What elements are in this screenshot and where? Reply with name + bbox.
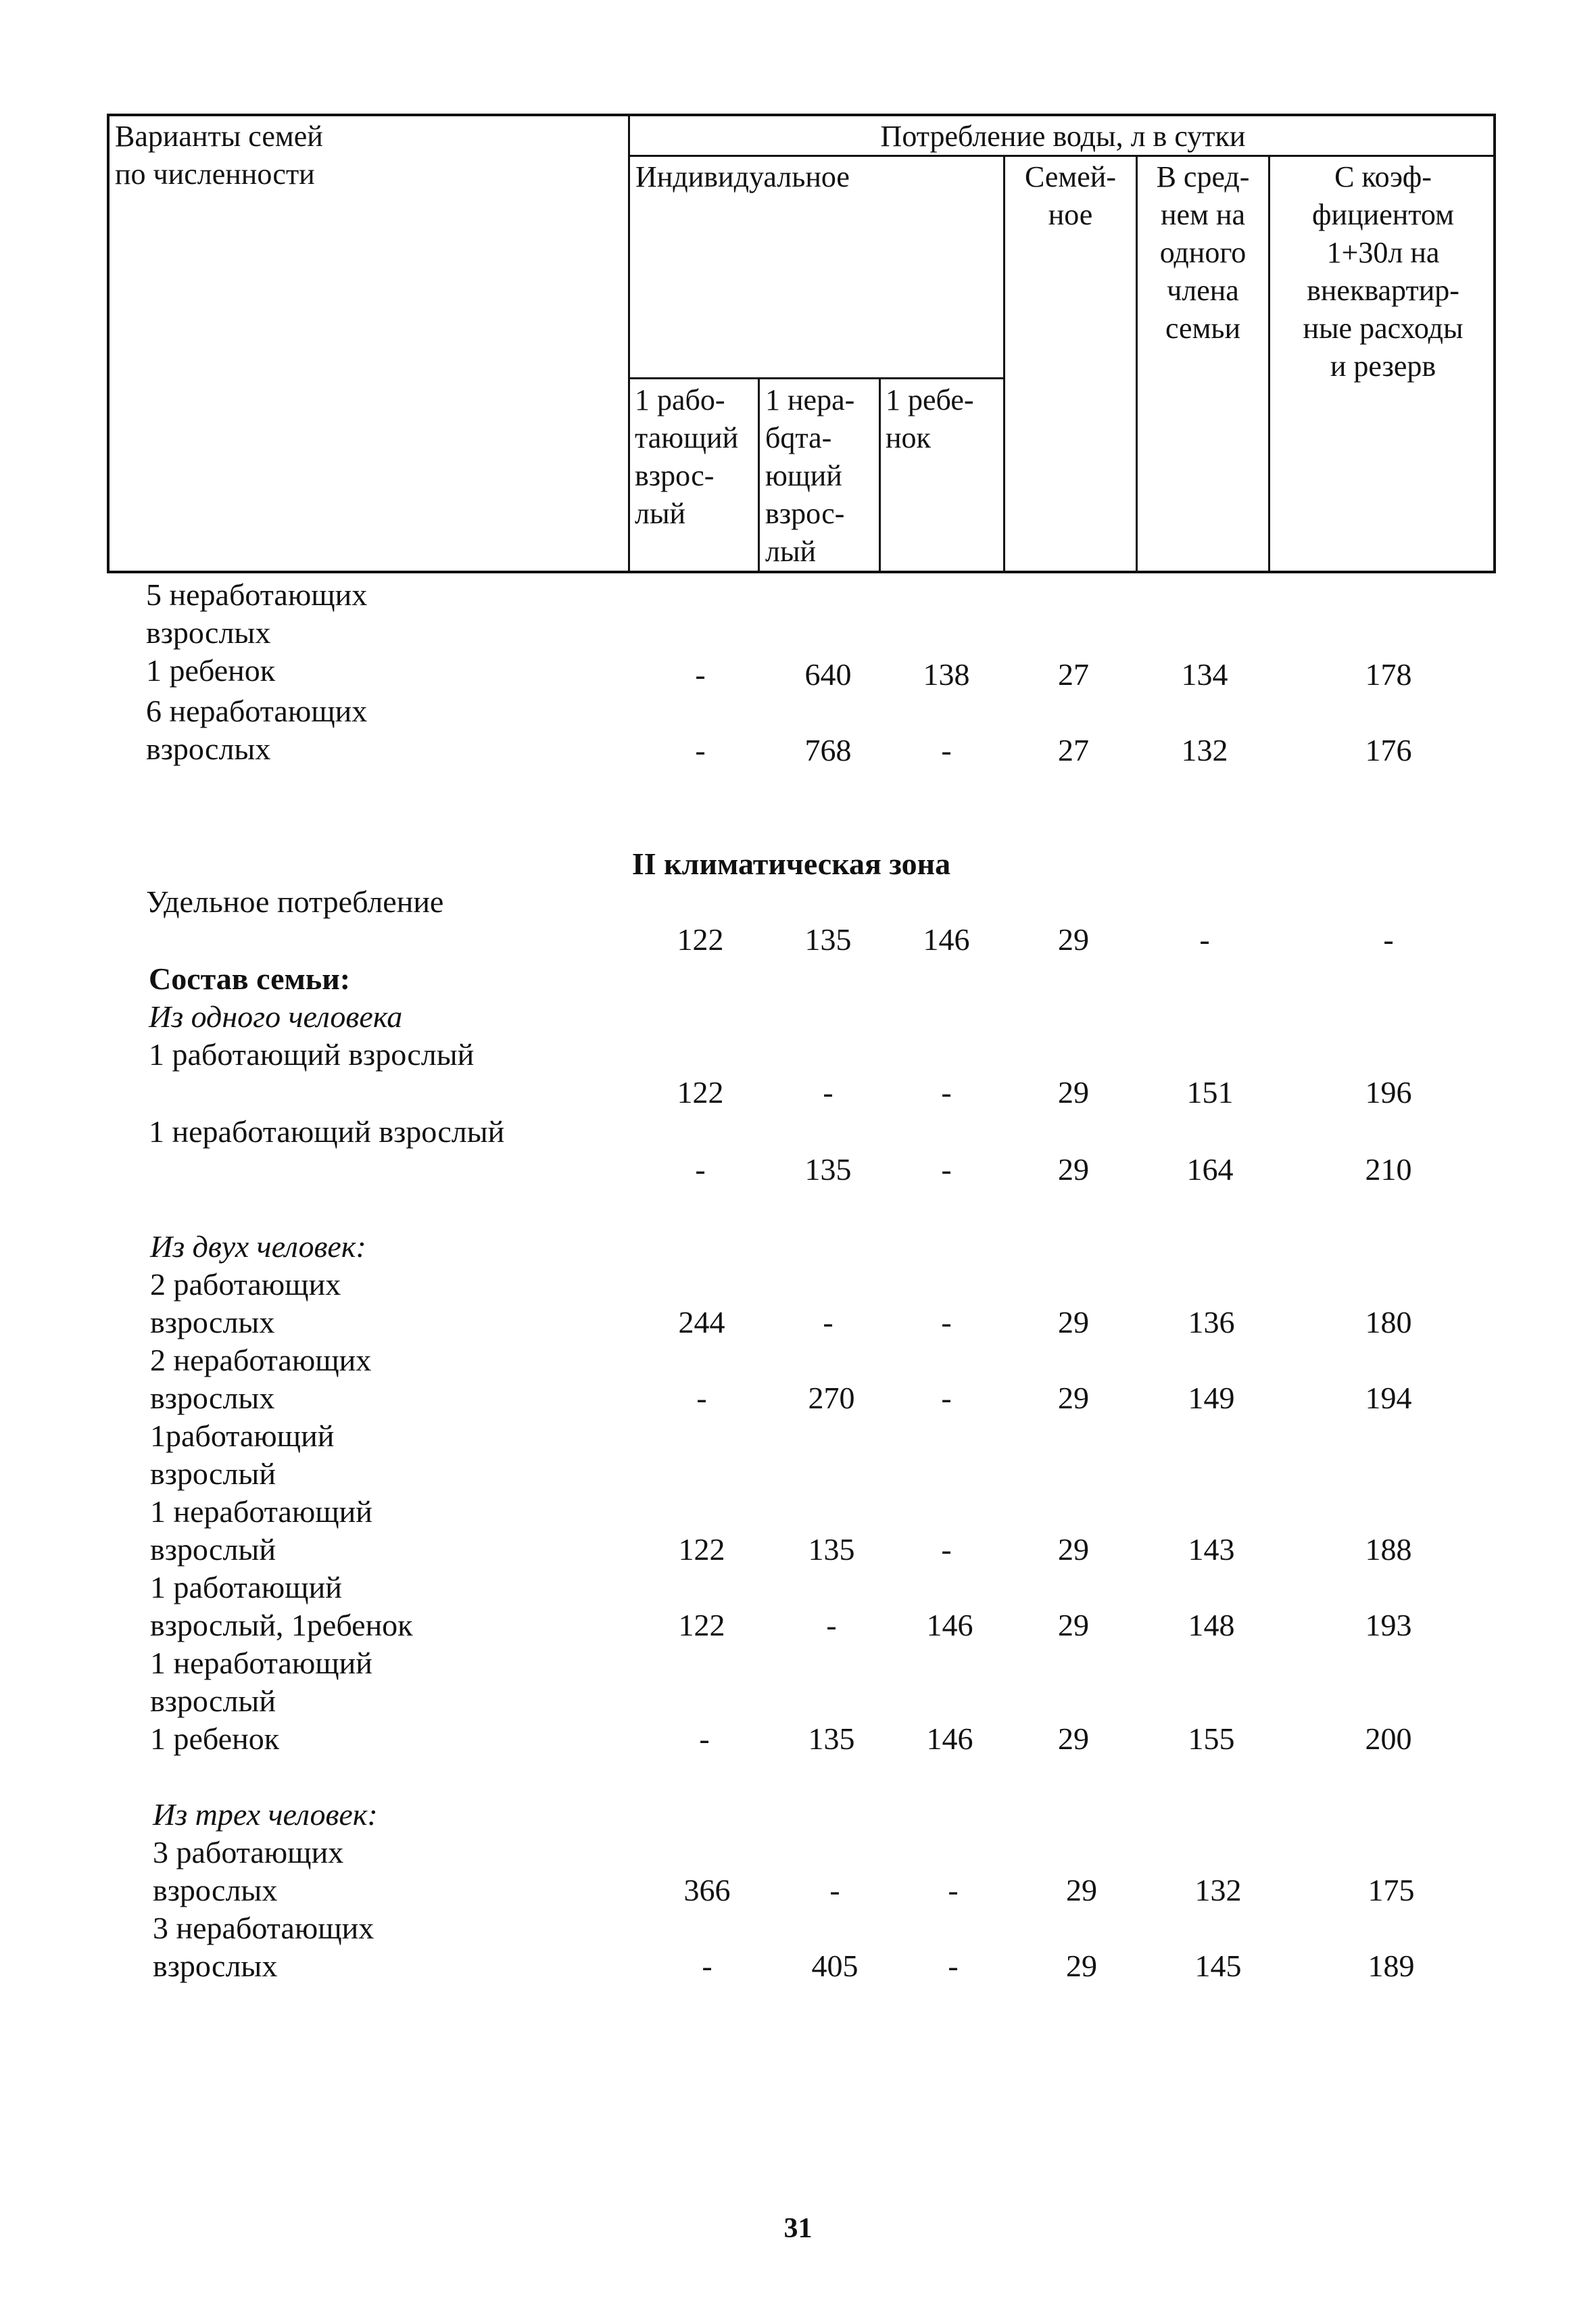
cell-average: 145 — [1194, 1949, 1242, 1983]
cell-average: 155 — [1188, 1721, 1235, 1756]
cell-working: - — [695, 733, 706, 767]
cell-coefficient: 180 — [1365, 1305, 1412, 1339]
cell-coefficient: 193 — [1365, 1608, 1412, 1642]
cell-child: 146 — [926, 1608, 973, 1642]
cell-average: 149 — [1188, 1381, 1235, 1415]
row-label: 1 неработающий взрослый — [149, 1114, 505, 1149]
cell-family: 29 — [1058, 1075, 1089, 1110]
header-coefficient: С коэф- фициентом 1+30л на внеквартир- ные расходы и резерв — [1303, 160, 1464, 383]
header-nonworking-adult: 1 нера- бqта- ющий взрос- лый — [765, 383, 855, 568]
cell-average: 136 — [1188, 1305, 1235, 1339]
cell-coefficient: 178 — [1365, 657, 1412, 692]
group-title: Из одного человека — [149, 999, 403, 1034]
cell-child: - — [941, 1381, 952, 1415]
row-label: 2 неработающих взрослых — [150, 1343, 372, 1415]
cell-child: 146 — [923, 922, 970, 957]
row-label: 6 неработающих взрослых — [146, 694, 368, 766]
cell-nonworking: 135 — [808, 1721, 855, 1756]
cell-average: 148 — [1188, 1608, 1235, 1642]
row-label: 1работающий взрослый 1 неработающий взрослый — [150, 1419, 372, 1567]
cell-coefficient: 200 — [1365, 1721, 1412, 1756]
cell-average: 132 — [1181, 733, 1228, 767]
cell-family: 27 — [1058, 733, 1089, 767]
cell-nonworking: 405 — [811, 1949, 859, 1983]
cell-nonworking: 768 — [804, 733, 852, 767]
cell-working: 122 — [677, 922, 724, 957]
cell-child: 138 — [923, 657, 970, 692]
row-label: 2 работающих взрослых — [150, 1267, 341, 1339]
table-header — [107, 114, 1496, 573]
cell-nonworking: 270 — [808, 1381, 855, 1415]
row-label: 5 неработающих взрослых 1 ребенок — [146, 577, 368, 688]
cell-coefficient: 210 — [1365, 1152, 1412, 1187]
row-label: 3 работающих взрослых — [153, 1835, 344, 1907]
header-variants: Варианты семей по численности — [115, 120, 323, 191]
cell-average: 134 — [1181, 657, 1228, 692]
cell-nonworking: - — [823, 1075, 833, 1110]
header-average: В сред- нем на одного члена семьи — [1156, 160, 1250, 345]
header-working-adult: 1 рабо- тающий взрос- лый — [635, 383, 739, 530]
cell-coefficient: 194 — [1365, 1381, 1412, 1415]
page-number: 31 — [783, 2213, 813, 2244]
cell-family: 27 — [1058, 657, 1089, 692]
cell-family: 29 — [1066, 1873, 1097, 1907]
cell-family: 29 — [1058, 1532, 1089, 1567]
cell-nonworking: 135 — [808, 1532, 855, 1567]
cell-nonworking: 135 — [804, 922, 852, 957]
header-family: Семей- ное — [1025, 160, 1116, 231]
row-label: 3 неработающих взрослых — [153, 1911, 374, 1983]
cell-working: 122 — [678, 1532, 725, 1567]
cell-working: 122 — [678, 1608, 725, 1642]
cell-average: 132 — [1194, 1873, 1242, 1907]
zone-title: II климатическая зона — [631, 847, 951, 881]
header-water: Потребление воды, л в сутки — [880, 120, 1246, 153]
header-child: 1 ребе- нок — [886, 383, 974, 454]
cell-coefficient: 175 — [1368, 1873, 1415, 1907]
row-label: 1 работающий взрослый — [149, 1037, 475, 1072]
cell-family: 29 — [1058, 922, 1089, 957]
cell-working: - — [695, 657, 706, 692]
specific-consumption-label: Удельное потребление — [146, 884, 444, 919]
cell-coefficient: 196 — [1365, 1075, 1412, 1110]
cell-family: 29 — [1058, 1305, 1089, 1339]
cell-coefficient: 189 — [1368, 1949, 1415, 1983]
cell-nonworking: - — [823, 1305, 833, 1339]
cell-working: 366 — [683, 1873, 731, 1907]
cell-child: - — [941, 1075, 952, 1110]
cell-coefficient: 176 — [1365, 733, 1412, 767]
cell-child: - — [948, 1873, 959, 1907]
cell-average: 164 — [1186, 1152, 1234, 1187]
cell-family: 29 — [1058, 1152, 1089, 1187]
cell-coefficient: - — [1383, 922, 1394, 957]
cell-working: - — [699, 1721, 710, 1756]
cell-child: - — [941, 1532, 952, 1567]
row-label: 1 неработающий взрослый 1 ребенок — [150, 1646, 372, 1756]
cell-average: - — [1199, 922, 1210, 957]
cell-working: 122 — [677, 1075, 724, 1110]
family-heading: Состав семьи: — [149, 961, 351, 996]
cell-working: 244 — [678, 1305, 725, 1339]
cell-family: 29 — [1058, 1608, 1089, 1642]
cell-working: - — [702, 1949, 712, 1983]
cell-child: - — [941, 733, 952, 767]
group-title: Из трех человек: — [153, 1797, 378, 1832]
cell-nonworking: - — [826, 1608, 837, 1642]
cell-average: 151 — [1186, 1075, 1234, 1110]
cell-family: 29 — [1058, 1381, 1089, 1415]
cell-child: - — [941, 1152, 952, 1187]
cell-nonworking: 135 — [804, 1152, 852, 1187]
row-label: 1 работающий взрослый, 1ребенок — [150, 1570, 413, 1642]
header-individual: Индивидуальное — [635, 160, 850, 193]
cell-working: - — [695, 1152, 706, 1187]
cell-working: - — [696, 1381, 707, 1415]
cell-child: - — [941, 1305, 952, 1339]
cell-average: 143 — [1188, 1532, 1235, 1567]
cell-coefficient: 188 — [1365, 1532, 1412, 1567]
cell-child: 146 — [926, 1721, 973, 1756]
cell-child: - — [948, 1949, 959, 1983]
cell-nonworking: - — [829, 1873, 840, 1907]
cell-nonworking: 640 — [804, 657, 852, 692]
group-title: Из двух человек: — [150, 1229, 366, 1264]
cell-family: 29 — [1058, 1721, 1089, 1756]
cell-family: 29 — [1066, 1949, 1097, 1983]
